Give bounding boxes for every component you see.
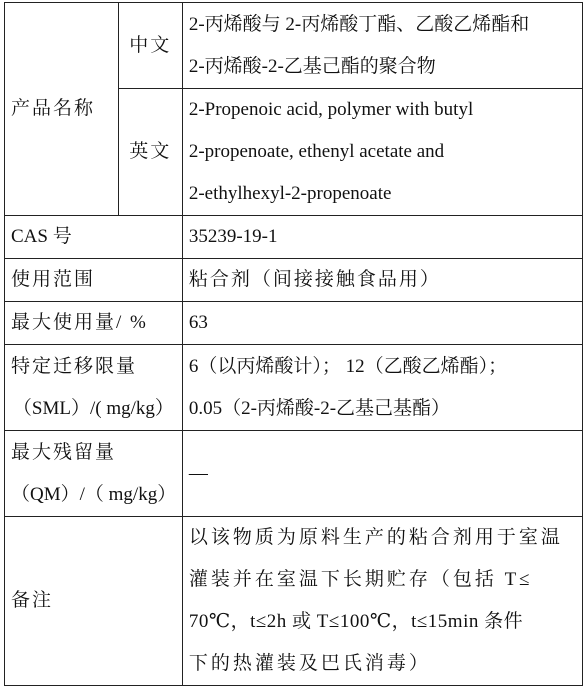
table-row (5, 345, 583, 431)
english-label: 英文 (118, 89, 182, 216)
table-row (5, 431, 583, 517)
table-row (5, 3, 583, 89)
english-name-cell (182, 89, 582, 216)
qm-label-cell (5, 431, 183, 517)
usage-label: 使用范围 (5, 259, 183, 302)
english-name-line: 2-propenoate, ethenyl acetate and (188, 141, 445, 162)
english-name-line: 2-Propenoic acid, polymer with butyl (188, 99, 474, 120)
table-row (5, 517, 583, 686)
table-row (5, 259, 583, 302)
additive-spec-table (4, 2, 583, 686)
cas-value: 35239-19-1 (182, 216, 582, 259)
notes-label: 备注 (5, 517, 183, 686)
sml-value-line: 0.05（2-丙烯酸-2-乙基己基酯） (188, 397, 451, 419)
qm-label-line: 最大残留量 (11, 441, 117, 463)
chinese-name-cell (182, 3, 582, 89)
chinese-label: 中文 (118, 3, 182, 89)
notes-line: 以该物质为原料生产的粘合剂用于室温 (188, 527, 563, 548)
english-name-line: 2-ethylhexyl-2-propenoate (188, 183, 392, 204)
product-name-label: 产品名称 (5, 3, 119, 216)
notes-line: 下的热灌装及巴氏消毒） (188, 653, 431, 674)
sml-value-line: 6（以丙烯酸计）； 12（乙酸乙烯酯）； (188, 355, 508, 377)
notes-line: 70℃，t≤2h 或 T≤100℃，t≤15min 条件 (188, 611, 524, 632)
max-use-label: 最大使用量/ % (5, 302, 183, 345)
table-row (5, 302, 583, 345)
usage-value: 粘合剂（间接接触食品用） (182, 259, 582, 302)
sml-value-cell (182, 345, 582, 431)
chinese-name-line: 2-丙烯酸与 2-丙烯酸丁酯、乙酸乙烯酯和 (188, 13, 530, 35)
chinese-name-line: 2-丙烯酸-2-乙基己酯的聚合物 (188, 55, 436, 77)
cas-label: CAS 号 (5, 216, 183, 259)
table-row (5, 216, 583, 259)
qm-unit-line: （QM）/（ mg/kg） (11, 483, 177, 505)
notes-cell (182, 517, 582, 686)
sml-label-line: 特定迁移限量 (11, 355, 138, 377)
notes-line: 灌装并在室温下长期贮存（包括 T≤ (188, 569, 533, 590)
sml-label-cell (5, 345, 183, 431)
max-use-value: 63 (182, 302, 582, 345)
sml-unit-line: （SML）/( mg/kg） (12, 397, 174, 419)
qm-value: — (182, 431, 582, 517)
